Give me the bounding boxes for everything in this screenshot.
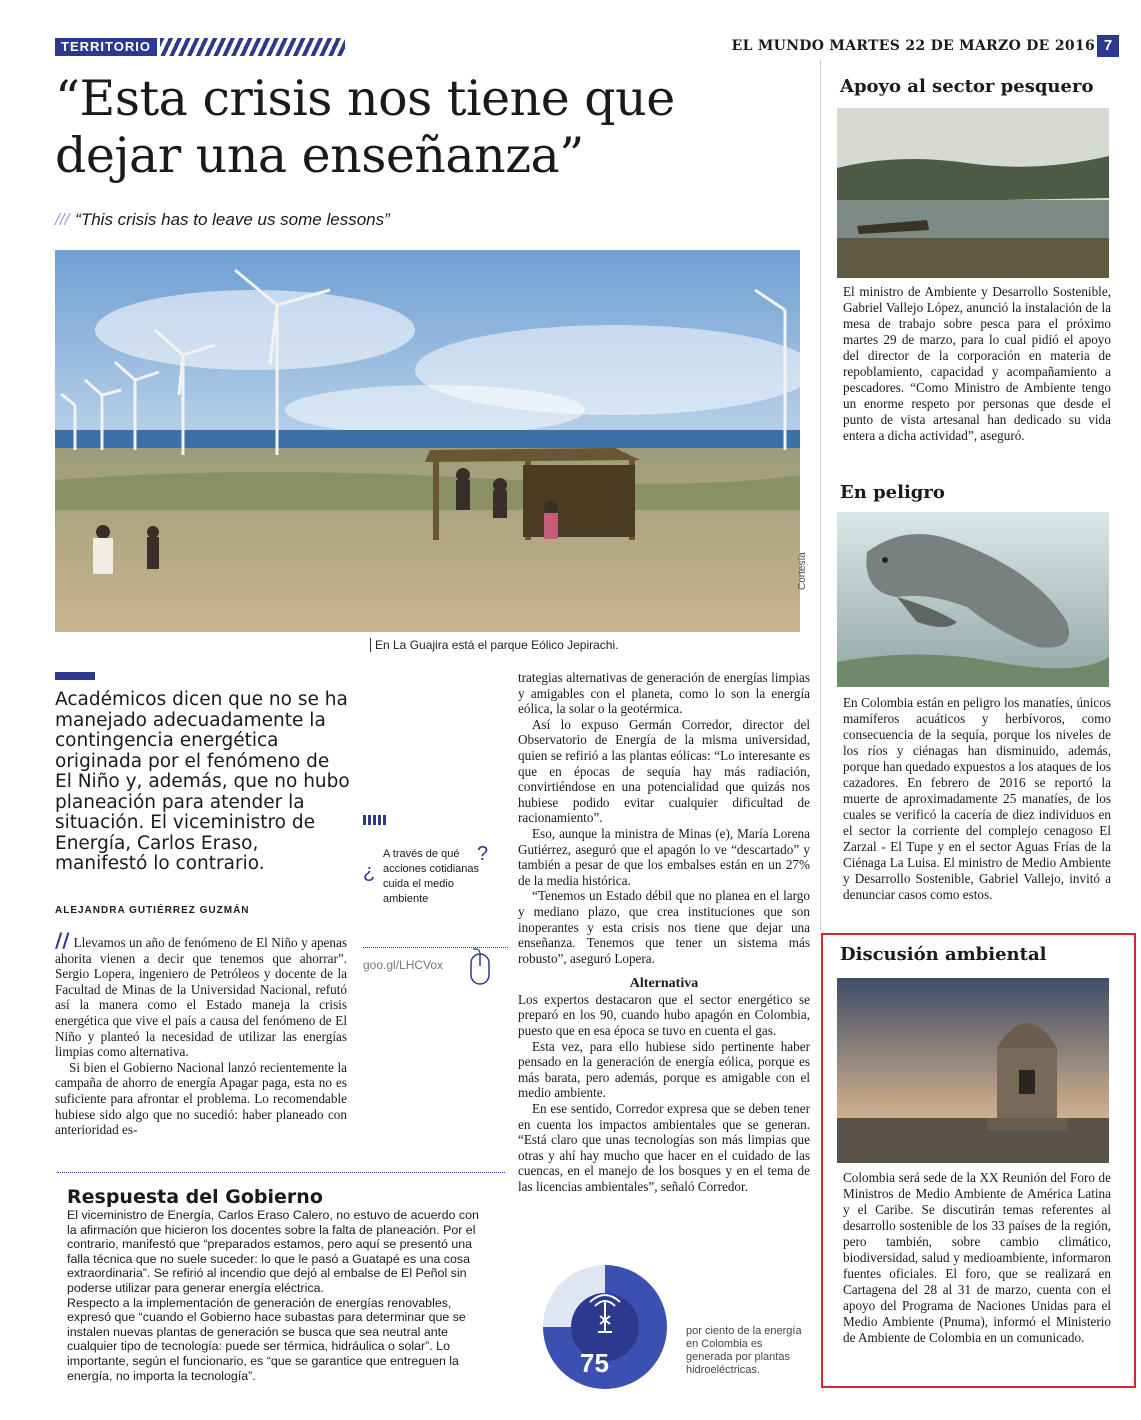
paragraph: Los expertos destacaron que el sector energético se preparó en los 90, cuando hubo apagón en Colombia, puesto que en esa época se tuvo en cuenta el gas.	[518, 991, 810, 1039]
body-peligro: En Colombia están en peligro los manatíes, únicos mamíferos acuáticos y herbívoros, como consecuencia de la sequía, porque los niveles de los ríos y ciénagas han disminuido, además, porque han quedado expuestos a los ataques de los cazadores. En febrero de 2016 se reportó la muerte de aproximadamente 25 manatíes, de los cuales se verificó la cacería de diez individuos en el sector la corriente del complejo cenagoso El Zarzal - El Tupe y en el sector Aguas Frías de la Ciénaga La Luisa. El ministro de Medio Ambiente y Desarrollo Sostenible, Gabriel Vallejo, invitó a denunciar casos como estos.	[843, 695, 1111, 902]
survey-link[interactable]: goo.gl/LHCVox	[363, 958, 444, 972]
photo-pesquero	[837, 108, 1109, 278]
lead-marker	[55, 672, 95, 680]
body-discusion: Colombia será sede de la XX Reunión del Foro de Ministros de Medio Ambiente de América Latina y el Caribe. Se discutirán temas referentes al desarrollo sostenible de los 33 países de la región, pero también, sobre cambio climático, biodiversidad, salud y medioambiente, informaron fuentes oficiales. El foro, que se realizará en Cartagena del 28 al 31 de marzo, cuenta con el apoyo del Programa de Naciones Unidas para el Medio Ambiente (Pnuma), informó el Ministerio de Ambiente de Colombia en un comunicado.	[843, 1170, 1111, 1345]
byline: ALEJANDRA GUTIÉRREZ GUZMÁN	[55, 905, 250, 916]
paragraph: Así lo expuso Germán Corredor, director del Observatorio de Energía de la misma universidad, quien se refirió a las plantas eólicas: “Lo interesante es que en épocas de sequía hay más radiación, convirtiéndose en una potencialidad que quizás nos hubiese podido evitar cualquier dificultad de racionamiento”.	[518, 716, 810, 826]
paragraph: trategias alternativas de generación de energías limpias y amigables con el planeta, como lo son la energía eólica, la solar o la geotérmica.	[518, 670, 810, 717]
article-col-1	[55, 928, 347, 1138]
paragraph: Eso, aunque la ministra de Minas (e), María Lorena Gutiérrez, aseguró que el apagón lo ve “descartado” y también a pesar de que los embalses están en un 27% de la media histórica.	[518, 825, 810, 888]
paragraph: Esta vez, para ello hubiese sido pertinente haber pensado en la generación de energía eólica, porque es más barata, pero además, porque es amigable con el medio ambiente.	[518, 1038, 810, 1101]
gov-body	[67, 1208, 491, 1383]
paragraph: El viceministro de Energía, Carlos Eraso Calero, no estuvo de acuerdo con la afirmación que hicieron los docentes sobre la falta de planeación. Por el contrario, manifestó que “preparados estamos, pero aquí se presentó una falla técnica que no suele suceder: lo que le pasó a Guatapé es una cosa extraordinaria”. Se refirió al incendio que dejó al embalse de El Peñol sin poderse utilizar para generar energía eléctrica.	[67, 1208, 479, 1295]
paragraph: “Tenemos un Estado débil que no planea en el largo y mediano plazo, que crea instituciones que son inoperantes y esta crisis nos tiene que dejar una enseñanza. Tenemos que tener un sistema más robusto”, aseguró Lopera.	[518, 888, 810, 966]
slash-icon: ///	[55, 210, 70, 229]
question-box	[363, 815, 508, 973]
stat-value: 75	[580, 1348, 609, 1378]
stat-text: por ciento de la energía en Colombia es generada por plantas hidroeléctricas.	[686, 1325, 802, 1376]
section-title-peligro: En peligro	[840, 482, 945, 503]
lead: Académicos dicen que no se ha manejado adecuadamente la contingencia energética originada por el fenómeno de El Niño y, además, que no hubo planeación para atender la situación. El viceministro de Energía, Carlos Eraso, manifestó lo contrario.	[55, 689, 350, 874]
body-pesquero: El ministro de Ambiente y Desarrollo Sostenible, Gabriel Vallejo López, anunció la instalación de la mesa de trabajo sobre pesca para el próximo martes 29 de marzo, para lo cual pidió el apoyo del director de la corporación en materia de repoblamiento, capacidad y acompañamiento a pescadores. “Como Ministro de Ambiente tengo un enorme respeto por personas que desde el punto de vista artesanal han dedicado su vida entera a dicha actividad”, aseguró.	[843, 284, 1111, 443]
question-stripe	[363, 815, 387, 825]
page-number: 7	[1097, 35, 1119, 57]
paragraph: Si bien el Gobierno Nacional lanzó recientemente la campaña de ahorro de energía Apagar paga, esta no es suficiente para afrontar el problema. Lo recomendable hubiese sido algo que no sucedió: haber planeado con anterioridad es-	[55, 1059, 347, 1138]
question-open-icon: ¿	[363, 861, 376, 883]
photo-garita	[837, 978, 1109, 1163]
main-photo	[55, 250, 800, 632]
paragraph: Respecto a la implementación de generación de energías renovables, expresó que “cuando el Gobierno hace subastas para determinar que se instalen nuevas plantas de generación se busca que sea neutral ante cualquier tipo de tecnología: puede ser térmica, hidráulica o solar”. Lo importante, según el funcionario, es “que se garantice que entreguen la energía, no importa la tecnología”.	[67, 1295, 466, 1383]
paragraph: // Llevamos un año de fenómeno de El Niño y apenas ahorita vienen a decir que tenemos que ahorrar”. Sergio Lopera, ingeniero de Petróleos y docente de la Facultad de Minas de la Universidad Nacional, refutó así la manera como el Estado maneja la crisis energética que vive el país a causa del fenómeno de El Niño y planteó la necesidad de utilizar las energías limpias como alternativa.	[55, 928, 347, 1060]
masthead: EL MUNDO MARTES 22 DE MARZO DE 2016	[731, 38, 1095, 54]
section-stripes	[160, 38, 345, 56]
photo-caption: En La Guajira está el parque Eólico Jepirachi.	[370, 638, 618, 652]
column-divider	[820, 60, 821, 930]
photo-credit: Cortesía	[797, 552, 808, 590]
subsection-title: Alternativa	[629, 976, 699, 992]
question-text: A través de qué acciones cotidianas cuida el medio ambiente	[383, 848, 480, 905]
section-title-discusion: Discusión ambiental	[840, 944, 1047, 965]
question-close-icon: ?	[477, 843, 489, 865]
subhead: /// “This crisis has to leave us some lessons”	[55, 210, 390, 229]
section-tag: TERRITORIO	[55, 38, 157, 56]
gov-title: Respuesta del Gobierno	[67, 1186, 323, 1208]
mouse-icon	[469, 948, 491, 988]
paragraph: En ese sentido, Corredor expresa que se deben tener en cuenta los impactos ambientales que se generan. “Está claro que unas tecnologías son más limpias que otras y ahí hay mucho que hacer en el cuidado de las cuencas, en el manejo de los bosques y en el tema de las licencias ambientales”, señaló Corredor.	[518, 1101, 810, 1194]
headline: “Esta crisis nos tiene que dejar una enseñanza”	[55, 70, 675, 184]
photo-manatee	[837, 512, 1109, 687]
section-title-pesquero: Apoyo al sector pesquero	[840, 76, 1094, 97]
quote-icon: //	[55, 928, 70, 952]
article-col-2	[518, 670, 810, 1195]
